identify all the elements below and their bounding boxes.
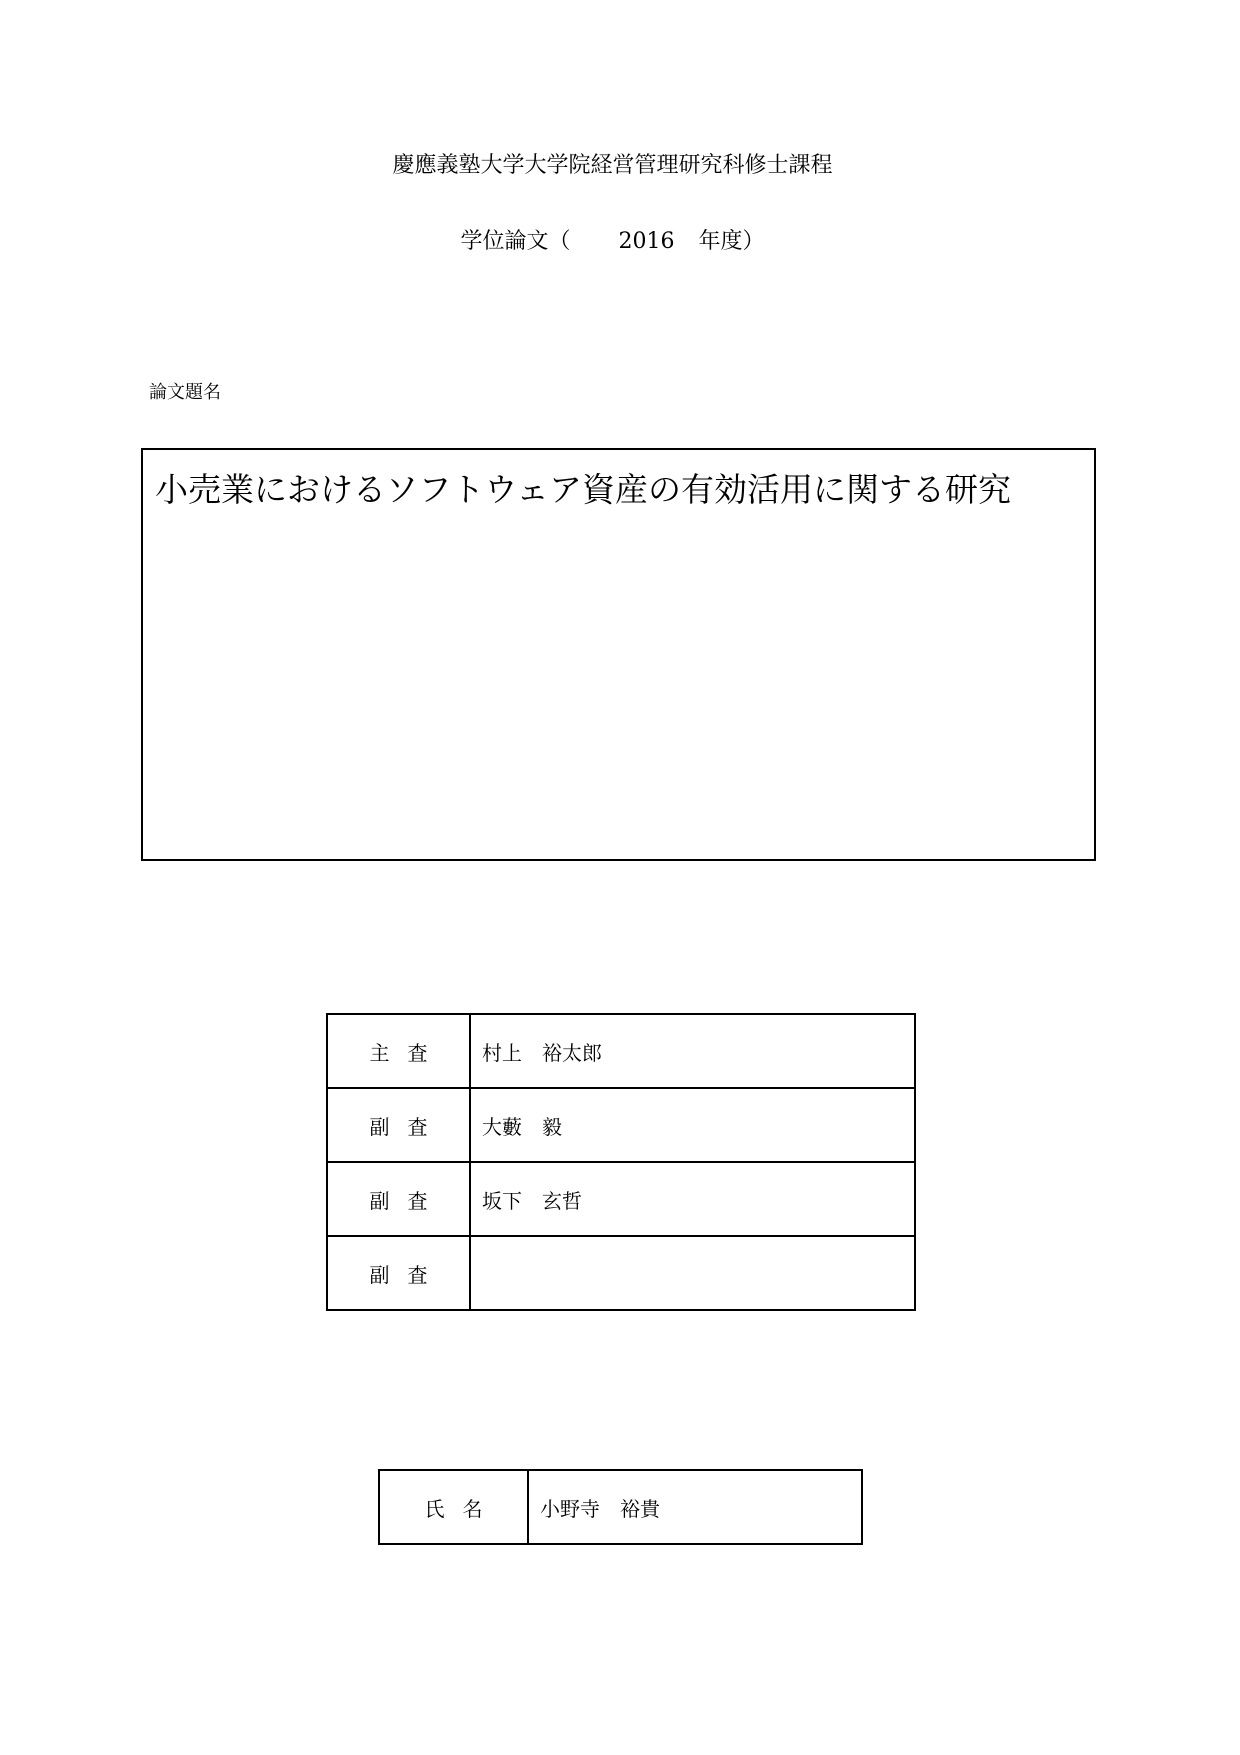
examiner-role: 副査 <box>327 1088 470 1162</box>
table-row <box>327 1014 915 1088</box>
examiners-table <box>326 1013 916 1311</box>
student-name: 小野寺 裕貴 <box>528 1470 862 1544</box>
examiner-role: 副査 <box>327 1162 470 1236</box>
university-program-heading: 慶應義塾大学大学院経営管理研究科修士課程 <box>392 153 833 178</box>
thesis-title-box <box>141 448 1096 861</box>
degree-year: 2016 <box>618 229 675 254</box>
student-name-table <box>378 1469 863 1545</box>
examiner-role: 主査 <box>327 1014 470 1088</box>
thesis-title: 小売業におけるソフトウェア資産の有効活用に関する研究 <box>155 470 1012 509</box>
examiner-name: 坂下 玄哲 <box>470 1162 915 1236</box>
table-row <box>379 1470 862 1544</box>
degree-suffix: 年度） <box>698 229 765 254</box>
table-row <box>327 1236 915 1310</box>
examiner-name: 村上 裕太郎 <box>470 1014 915 1088</box>
examiner-name: 大藪 毅 <box>470 1088 915 1162</box>
thesis-title-label: 論文題名 <box>149 382 221 403</box>
examiner-name <box>470 1236 915 1310</box>
degree-prefix: 学位論文（ <box>460 229 571 254</box>
table-row <box>327 1088 915 1162</box>
degree-year-line <box>0 226 1225 258</box>
examiner-role: 副査 <box>327 1236 470 1310</box>
student-name-label: 氏名 <box>379 1470 528 1544</box>
table-row <box>327 1162 915 1236</box>
